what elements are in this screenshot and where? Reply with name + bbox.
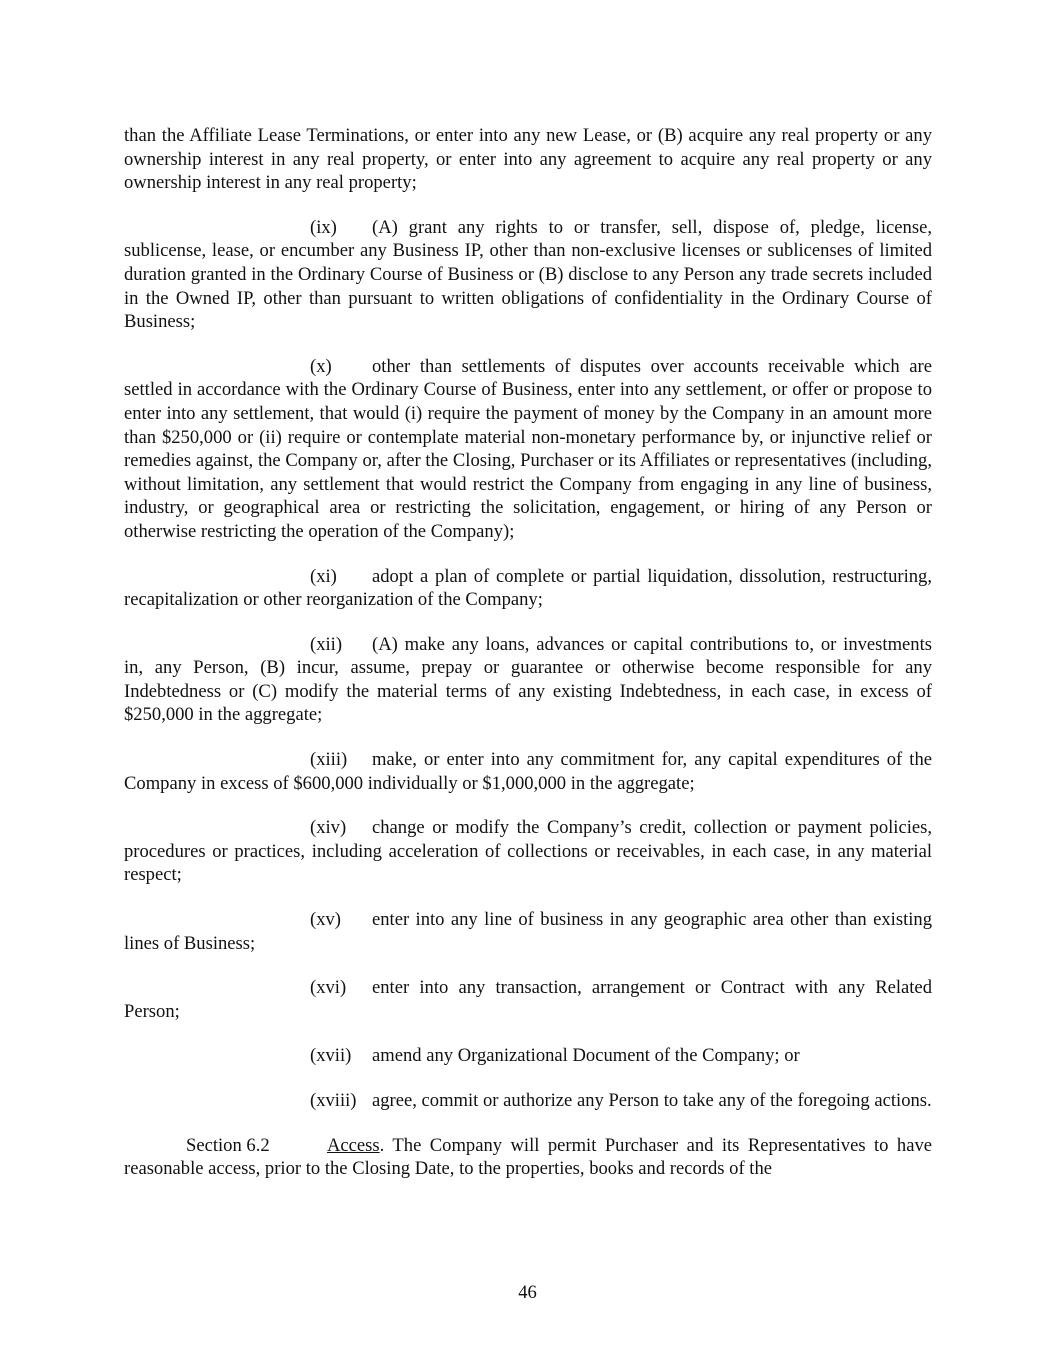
list-item — [124, 355, 932, 544]
item-label: (xvi) — [310, 977, 347, 999]
section-paragraph — [124, 1134, 932, 1181]
item-text: adopt a plan of complete or partial liquidation, dissolution, restructuring, recapitalization or other reorganization of the Company; — [124, 565, 932, 611]
list-item — [124, 565, 932, 612]
item-label: (xii) — [310, 633, 343, 655]
item-text: amend any Organizational Document of the Company; or — [372, 1045, 800, 1067]
item-label: (xi) — [310, 565, 337, 587]
page-number: 46 — [518, 1282, 537, 1303]
list-item — [124, 976, 932, 1023]
section-text: . The Company will permit Purchaser and its Representatives to have reasonable access, prior to the Closing Date, to the properties, books and records of the — [124, 1134, 932, 1180]
item-text: other than settlements of disputes over accounts receivable which are settled in accordance with the Ordinary Course of Business, enter into any settlement, or offer or propose to enter into any settlement, that would (i) require the payment of money by the Company in an amount more than $250,000 or (ii) require or contemplate material non-monetary performance by, or injunctive relief or remedies against, the Company or, after the Closing, Purchaser or its Affiliates or representatives (including, without limitation, any settlement that would restrict the Company from engaging in any line of business, industry, or geographical area or restricting the solicitation, engagement, or hiring of any Person or otherwise restricting the operation of the Company); — [124, 355, 932, 542]
item-label: (xv) — [310, 909, 341, 931]
list-item — [124, 216, 932, 334]
item-label: (xvii) — [310, 1045, 352, 1067]
list-item — [124, 748, 932, 795]
section-title: Access — [327, 1134, 380, 1156]
list-item — [124, 816, 932, 887]
item-text: agree, commit or authorize any Person to take any of the foregoing actions. — [372, 1090, 932, 1111]
list-item — [124, 908, 932, 955]
covenant-list — [124, 216, 932, 1113]
section-number: Section 6.2 — [186, 1134, 270, 1156]
continuation-paragraph: than the Affiliate Lease Terminations, or enter into any new Lease, or (B) acquire any real property or any ownership interest in any real property, or enter into any agreement to acquire any real property or any ownership interest in any real property; — [124, 125, 932, 194]
item-label: (x) — [310, 355, 332, 377]
item-label: (xiii) — [310, 749, 348, 771]
item-text: make, or enter into any commitment for, any capital expenditures of the Company in excess of $600,000 individually or $1,000,000 in the aggregate; — [124, 749, 932, 794]
item-text: enter into any transaction, arrangement or Contract with any Related Person; — [124, 977, 932, 1022]
list-item — [124, 633, 932, 727]
item-label: (xiv) — [310, 817, 347, 839]
item-label: (xviii) — [310, 1090, 357, 1111]
item-text: enter into any line of business in any geographic area other than existing lines of Business; — [124, 909, 932, 954]
list-item — [124, 1089, 932, 1113]
document-body — [124, 124, 932, 1202]
list-item — [124, 1044, 932, 1068]
item-text: (A) grant any rights to or transfer, sell, dispose of, pledge, license, sublicense, lease, or encumber any Business IP, other than non-exclusive licenses or sublicenses of limited duration granted in the Ordinary Course of Business or (B) disclose to any Person any trade secrets included in the Owned IP, other than pursuant to written obligations of confidentiality in the Ordinary Course of Business; — [124, 216, 932, 333]
item-text: (A) make any loans, advances or capital contributions to, or investments in, any Person, (B) incur, assume, prepay or guarantee or otherwise become responsible for any Indebtedness or (C) modify the material terms of any existing Indebtedness, in each case, in excess of $250,000 in the aggregate; — [124, 633, 932, 726]
item-text: change or modify the Company’s credit, collection or payment policies, procedures or practices, including acceleration of collections or receivables, in each case, in any material respect; — [124, 817, 932, 886]
item-label: (ix) — [310, 216, 337, 238]
